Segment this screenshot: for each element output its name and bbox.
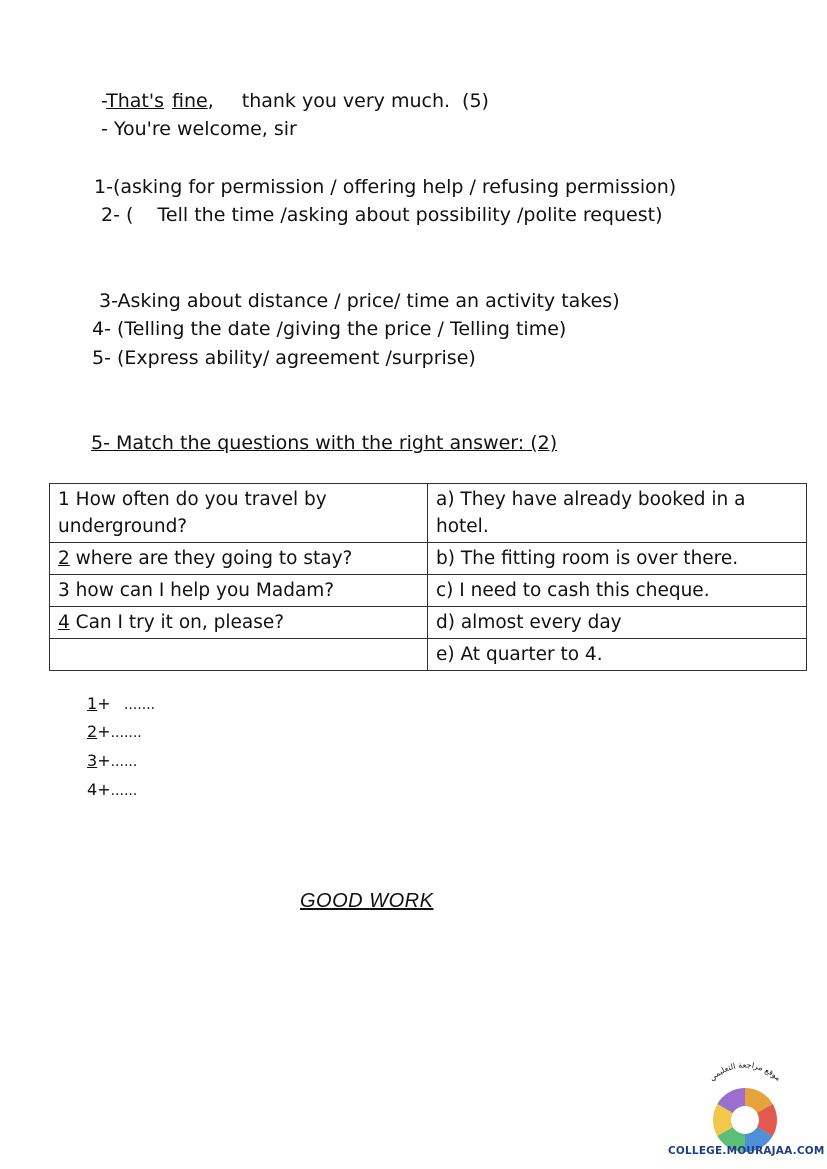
underlined-fine: fine [172, 90, 208, 112]
question-number: 3 [58, 580, 70, 601]
option-line-2: 2- ( Tell the time /asking about possibility /polite request) [101, 204, 663, 226]
answer-slot-1[interactable]: 1+ ....... [87, 694, 156, 713]
dialogue-line-1 [101, 90, 489, 112]
dash: - [101, 90, 107, 112]
exercise-heading: 5- Match the questions with the right answer: (2) [91, 432, 558, 454]
question-text: Can I try it on, please? [69, 612, 285, 633]
dialogue-text: thank you very much. [241, 90, 451, 112]
dialogue-line-2: - You're welcome, sir [101, 118, 297, 140]
answer-cell: a) They have already booked in a hotel. [428, 484, 807, 543]
question-text: How often do you travel by underground? [58, 489, 327, 537]
answer-slot-3[interactable]: 3+...... [87, 751, 138, 770]
question-text: how can I help you Madam? [69, 580, 335, 601]
question-text: where are they going to stay? [69, 548, 353, 569]
score: (5) [462, 90, 489, 112]
table-row [50, 575, 807, 607]
question-cell [50, 543, 428, 575]
option-line-5: 5- (Express ability/ agreement /surprise) [92, 347, 476, 369]
question-cell [50, 484, 428, 543]
question-number: 2 [58, 548, 70, 569]
comma: , [207, 90, 214, 112]
answer-cell: d) almost every day [428, 607, 807, 639]
match-table [49, 483, 807, 671]
question-number: 4 [58, 612, 70, 633]
question-number: 1 [58, 489, 70, 510]
question-cell [50, 607, 428, 639]
table-row [50, 543, 807, 575]
logo-arc-text: موقع مراجعة التعليمي [707, 1062, 783, 1083]
option-line-1: 1-(asking for permission / offering help / refusing permission) [94, 176, 677, 198]
underlined-thats: That's [106, 90, 164, 112]
table-row [50, 607, 807, 639]
option-line-3: 3-Asking about distance / price/ time an activity takes) [99, 290, 620, 312]
answer-cell: c) I need to cash this cheque. [428, 575, 807, 607]
table-row [50, 639, 807, 671]
good-work-footer: GOOD WORK [300, 890, 434, 912]
answer-slot-4[interactable]: 4+...... [87, 780, 138, 799]
question-cell [50, 575, 428, 607]
table-row [50, 484, 807, 543]
answer-slot-2[interactable]: 2+....... [87, 722, 142, 741]
option-line-4: 4- (Telling the date /giving the price / Telling time) [92, 318, 567, 340]
answer-cell: b) The fitting room is over there. [428, 543, 807, 575]
logo-text: COLLEGE.MOURAJAA.COM [668, 1145, 825, 1157]
question-cell [50, 639, 428, 671]
answer-cell: e) At quarter to 4. [428, 639, 807, 671]
